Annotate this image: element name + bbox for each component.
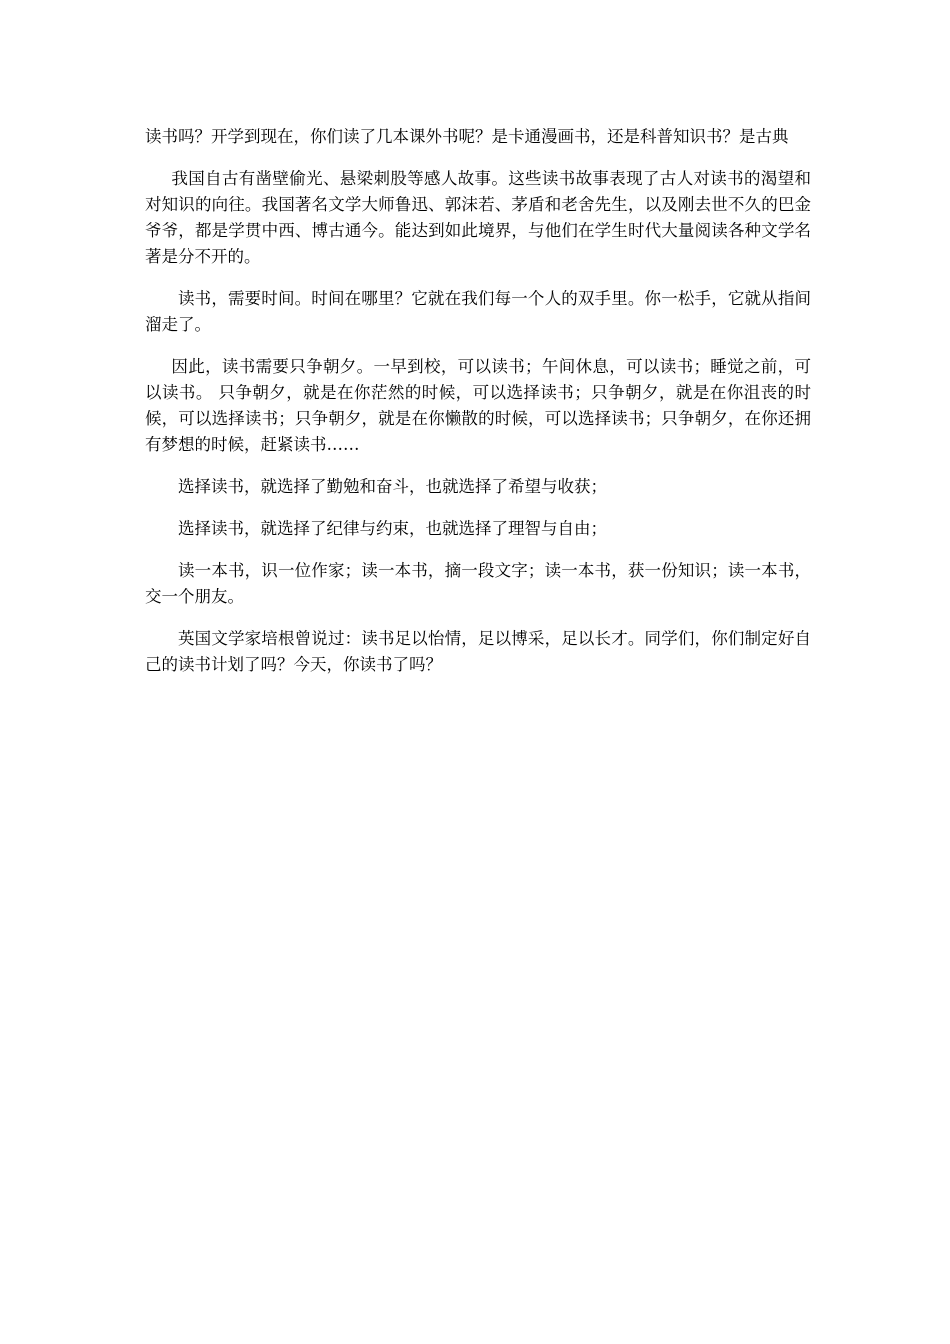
document-body xyxy=(145,124,811,694)
paragraph-8: 英国文学家培根曾说过：读书足以怡情，足以博采，足以长才。同学们，你们制定好自己的读书计划了吗？今天，你读书了吗？ xyxy=(145,629,811,674)
paragraph-7: 读一本书，识一位作家；读一本书，摘一段文字；读一本书，获一份知识；读一本书，交一个朋友。 xyxy=(145,561,811,606)
paragraph-1: 读书吗？开学到现在，你们读了几本课外书呢？是卡通漫画书，还是科普知识书？是古典 xyxy=(145,127,789,146)
paragraph-4: 因此，读书需要只争朝夕。一早到校，可以读书；午间休息，可以读书；睡觉之前，可以读书。 只争朝夕，就是在你茫然的时候，可以选择读书；只争朝夕，就是在你沮丧的时候，可以选择读书；只争朝夕，就是在你懒散的时候，可以选择读书；只争朝夕，在你还拥有梦想的时候，赶紧读书…… xyxy=(145,357,811,454)
paragraph-6: 选择读书，就选择了纪律与约束，也就选择了理智与自由； xyxy=(178,519,607,538)
paragraph-5: 选择读书，就选择了勤勉和奋斗，也就选择了希望与收获； xyxy=(178,477,607,496)
paragraph-2: 我国自古有凿壁偷光、悬梁刺股等感人故事。这些读书故事表现了古人对读书的渴望和对知识的向往。我国著名文学大师鲁迅、郭沫若、茅盾和老舍先生，以及刚去世不久的巴金爷爷，都是学贯中西、博古通今。能达到如此境界，与他们在学生时代大量阅读各种文学名著是分不开的。 xyxy=(145,169,811,266)
paragraph-3: 读书，需要时间。时间在哪里？它就在我们每一个人的双手里。你一松手，它就从指间溜走了。 xyxy=(145,289,811,334)
